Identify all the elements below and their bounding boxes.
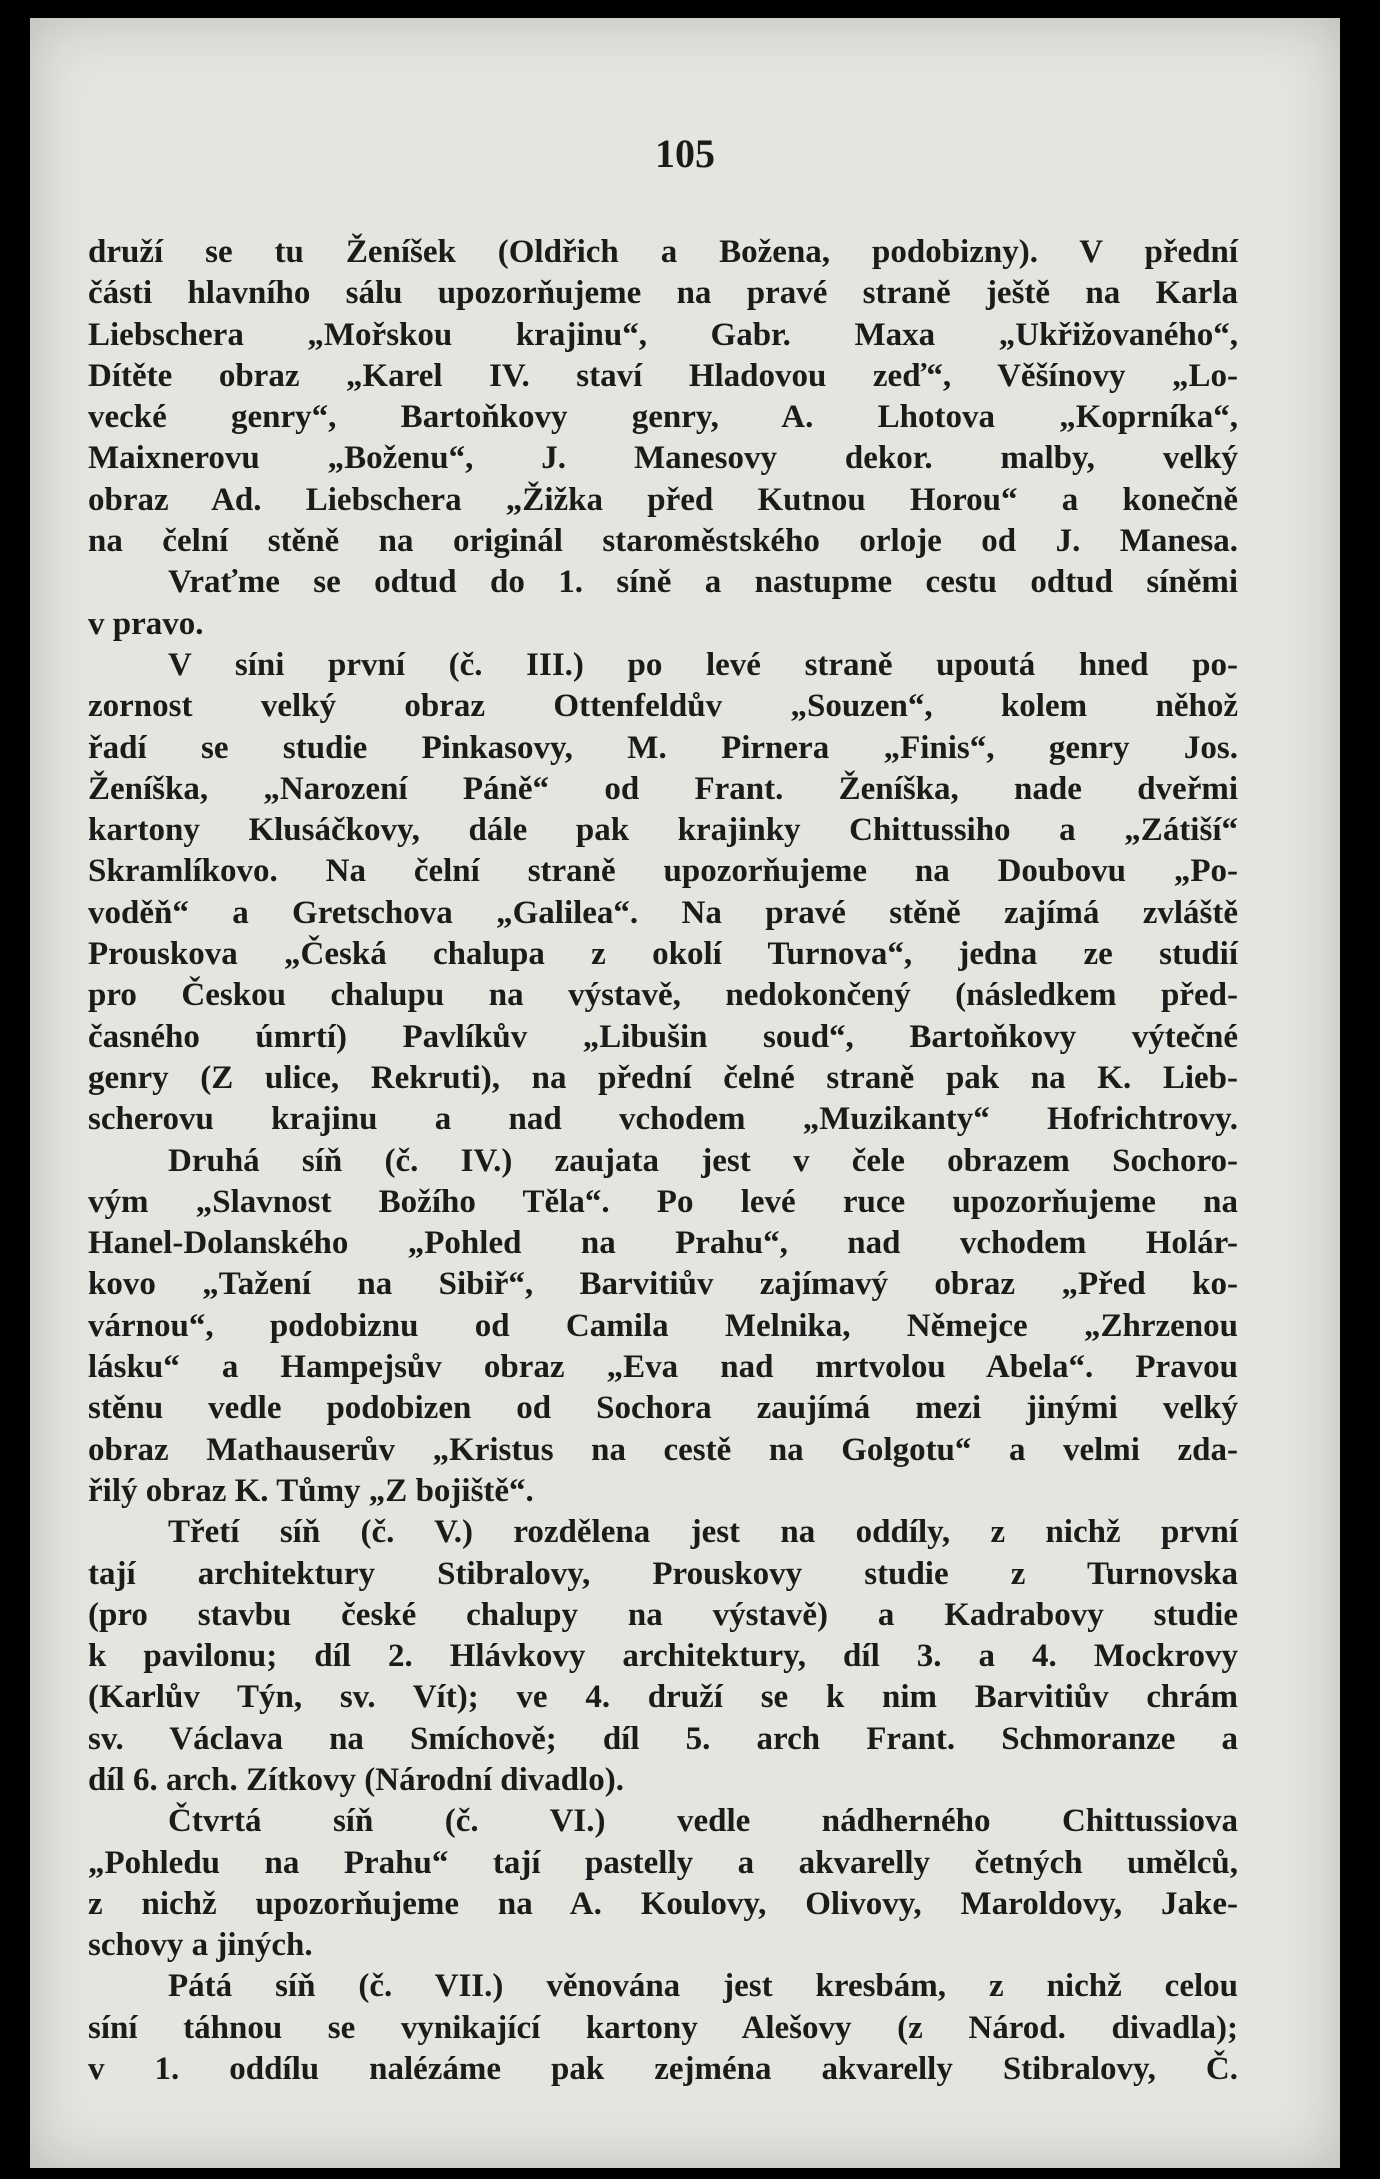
body-text xyxy=(88,232,1238,2090)
text-line: (pro stavbu české chalupy na výstavě) a Kadrabovy studie xyxy=(88,1596,1238,1633)
text-line: řadí se studie Pinkasovy, M. Pirnera „Finis“, genry Jos. xyxy=(88,729,1238,766)
text-line: k pavilonu; díl 2. Hlávkovy architektury, díl 3. a 4. Mockrovy xyxy=(88,1638,1238,1675)
text-line: druží se tu Ženíšek (Oldřich a Božena, podobizny). V přední xyxy=(88,234,1238,270)
page-number: 105 xyxy=(655,131,715,176)
text-line: řilý obraz K. Tůmy „Z bojiště“. xyxy=(88,1472,534,1509)
text-line: Čtvrtá síň (č. VI.) vedle nádherného Chittussiova xyxy=(168,1803,1238,1840)
text-line: z nichž upozorňujeme na A. Koulovy, Olivovy, Maroldovy, Jake- xyxy=(88,1885,1238,1922)
text-line: vecké genry“, Bartoňkovy genry, A. Lhotova „Koprníka“, xyxy=(88,399,1238,436)
text-line: na čelní stěně na originál staroměstského orloje od J. Manesa. xyxy=(88,523,1238,560)
text-line: obraz Mathauserův „Kristus na cestě na Golgotu“ a velmi zda- xyxy=(88,1431,1238,1468)
text-line: lásku“ a Hampejsův obraz „Eva nad mrtvolou Abela“. Pravou xyxy=(88,1349,1238,1386)
text-line: Dítěte obraz „Karel IV. staví Hladovou zeď“, Věšínovy „Lo- xyxy=(88,357,1238,394)
text-line: Hanel-Dolanského „Pohled na Prahu“, nad vchodem Holár- xyxy=(88,1225,1238,1262)
text-line: schovy a jiných. xyxy=(88,1927,313,1964)
text-line: časného úmrtí) Pavlíkův „Libušin soud“, Bartoňkovy výtečné xyxy=(88,1018,1238,1055)
text-line: Pátá síň (č. VII.) věnována jest kresbám, z nichž celou xyxy=(168,1968,1238,2005)
text-line: kartony Klusáčkovy, dále pak krajinky Chittussiho a „Zátiší“ xyxy=(88,812,1238,849)
text-line: várnou“, podobiznu od Camila Melnika, Němejce „Zhrzenou xyxy=(88,1307,1238,1344)
text-line: díl 6. arch. Zítkovy (Národní divadlo). xyxy=(88,1761,625,1798)
text-line: v pravo. xyxy=(88,605,204,642)
text-line: genry (Z ulice, Rekruti), na přední čelné straně pak na K. Lieb- xyxy=(88,1059,1238,1096)
text-line: Třetí síň (č. V.) rozdělena jest na oddíly, z nichž první xyxy=(168,1514,1238,1551)
text-line: sv. Václava na Smíchově; díl 5. arch Frant. Schmoranze a xyxy=(88,1720,1238,1757)
text-line: Ženíška, „Narození Páně“ od Frant. Ženíška, nade dveřmi xyxy=(88,770,1238,807)
text-line: vým „Slavnost Božího Těla“. Po levé ruce upozorňujeme na xyxy=(88,1183,1238,1220)
text-line: Vraťme se odtud do 1. síně a nastupme cestu odtud síněmi xyxy=(168,564,1238,601)
text-line: „Pohledu na Prahu“ tají pastelly a akvarelly četných umělců, xyxy=(88,1844,1238,1881)
text-line: Prouskova „Česká chalupa z okolí Turnova“, jedna ze studií xyxy=(88,936,1238,973)
text-line: stěnu vedle podobizen od Sochora zaujímá mezi jinými velký xyxy=(88,1390,1238,1427)
text-line: zornost velký obraz Ottenfeldův „Souzen“, kolem něhož xyxy=(88,688,1238,725)
text-line: scherovu krajinu a nad vchodem „Muzikanty“ Hofrichtrovy. xyxy=(88,1101,1238,1138)
text-line: pro Českou chalupu na výstavě, nedokončený (následkem před- xyxy=(88,977,1238,1014)
text-line: části hlavního sálu upozorňujeme na pravé straně ještě na Karla xyxy=(88,275,1238,312)
text-line: obraz Ad. Liebschera „Žižka před Kutnou Horou“ a konečně xyxy=(88,481,1238,518)
text-line: V síni první (č. III.) po levé straně upoutá hned po- xyxy=(168,646,1238,683)
text-line: (Karlův Týn, sv. Vít); ve 4. druží se k nim Barvitiův chrám xyxy=(88,1679,1238,1716)
text-line: Skramlíkovo. Na čelní straně upozorňujeme na Doubovu „Po- xyxy=(88,853,1238,890)
text-line: v 1. oddílu nalézáme pak zejména akvarelly Stibralovy, Č. xyxy=(88,2051,1238,2088)
text-line: tají architektury Stibralovy, Prouskovy studie z Turnovska xyxy=(88,1555,1238,1592)
book-page xyxy=(30,18,1340,2168)
text-line: kovo „Tažení na Sibiř“, Barvitiův zajímavý obraz „Před ko- xyxy=(88,1266,1238,1303)
text-line: síní táhnou se vynikající kartony Alešovy (z Národ. divadla); xyxy=(88,2009,1238,2046)
text-line: Maixnerovu „Boženu“, J. Manesovy dekor. malby, velký xyxy=(88,440,1238,477)
text-line: Liebschera „Mořskou krajinu“, Gabr. Maxa „Ukřižovaného“, xyxy=(88,316,1238,353)
text-line: voděň“ a Gretschova „Galilea“. Na pravé stěně zajímá zvláště xyxy=(88,894,1238,931)
text-line: Druhá síň (č. IV.) zaujata jest v čele obrazem Sochoro- xyxy=(168,1142,1238,1179)
